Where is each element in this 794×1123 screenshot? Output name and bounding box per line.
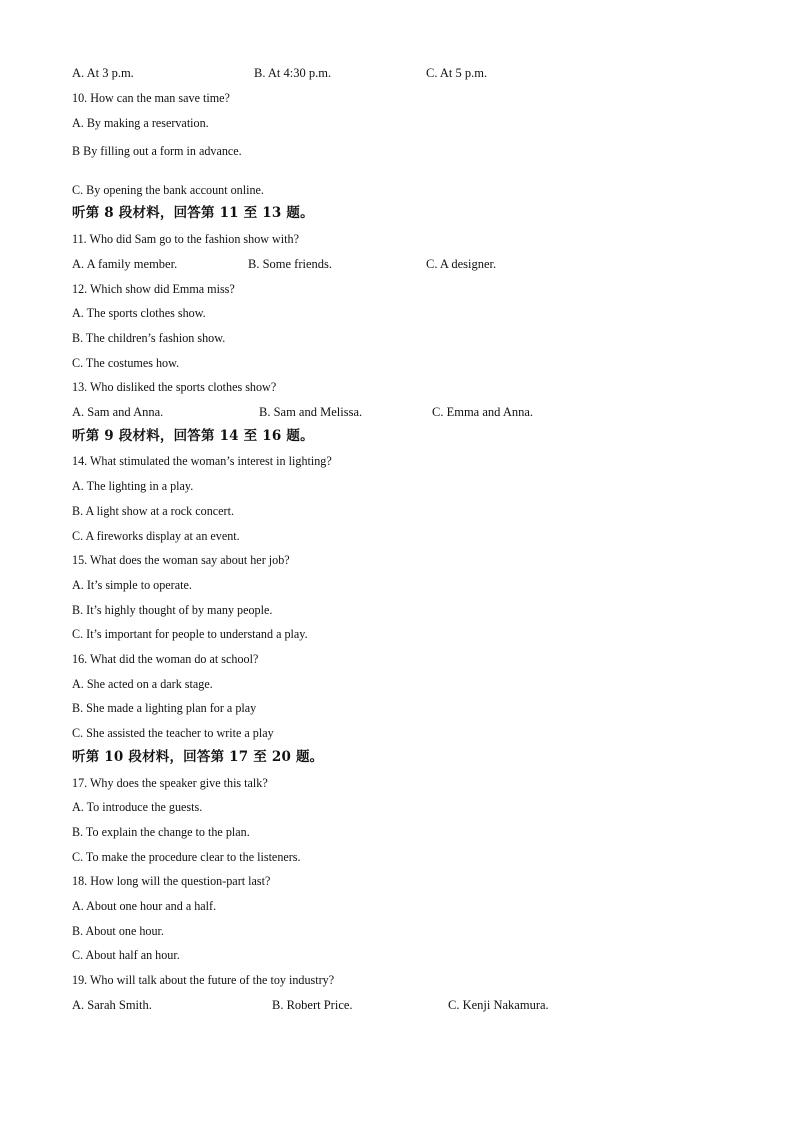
q13-option-a: A. Sam and Anna. [72, 405, 164, 419]
q13-question: 13. Who disliked the sports clothes show? [72, 380, 277, 394]
q15-question: 15. What does the woman say about her job? [72, 553, 290, 567]
q17-option-a: A. To introduce the guests. [72, 800, 203, 814]
q18-question: 18. How long will the question-part last? [72, 874, 271, 888]
q9-option-a: A. At 3 p.m. [72, 66, 134, 80]
section-8-heading: 听第 8 段材料，回答第 11 至 13 题。 [72, 205, 314, 221]
q12-option-b: B. The children’s fashion show. [72, 331, 226, 345]
q16-option-b: B. She made a lighting plan for a play [72, 701, 257, 715]
q15-option-b: B. It’s highly thought of by many people. [72, 603, 273, 617]
q16-option-c: C. She assisted the teacher to write a play [72, 726, 274, 740]
q14-option-c: C. A fireworks display at an event. [72, 529, 240, 543]
q17-option-b: B. To explain the change to the plan. [72, 825, 250, 839]
section-9-heading: 听第 9 段材料，回答第 14 至 16 题。 [72, 428, 314, 444]
q9-option-b: B. At 4:30 p.m. [254, 66, 332, 80]
q14-question: 14. What stimulated the woman’s interest in lighting? [72, 454, 332, 468]
q12-question: 12. Which show did Emma miss? [72, 282, 235, 296]
q10-option-b: B By filling out a form in advance. [72, 144, 242, 158]
q18-option-c: C. About half an hour. [72, 948, 180, 962]
q16-question: 16. What did the woman do at school? [72, 652, 259, 666]
q14-option-b: B. A light show at a rock concert. [72, 504, 234, 518]
q19-question: 19. Who will talk about the future of the toy industry? [72, 973, 335, 987]
q10-option-c: C. By opening the bank account online. [72, 183, 264, 197]
q11-option-a: A. A family member. [72, 257, 178, 271]
q10-option-a: A. By making a reservation. [72, 116, 209, 130]
q15-option-c: C. It’s important for people to understand a play. [72, 627, 308, 641]
q13-option-b: B. Sam and Melissa. [259, 405, 363, 419]
q19-option-c: C. Kenji Nakamura. [448, 998, 549, 1012]
q18-option-a: A. About one hour and a half. [72, 899, 217, 913]
q19-option-b: B. Robert Price. [272, 998, 353, 1012]
q14-option-a: A. The lighting in a play. [72, 479, 194, 493]
q11-option-c: C. A designer. [426, 257, 497, 271]
section-10-heading: 听第 10 段材料，回答第 17 至 20 题。 [72, 749, 324, 765]
q9-option-c: C. At 5 p.m. [426, 66, 488, 80]
q11-question: 11. Who did Sam go to the fashion show with? [72, 232, 299, 246]
q10-question: 10. How can the man save time? [72, 91, 230, 105]
q12-option-a: A. The sports clothes show. [72, 306, 206, 320]
q13-option-c: C. Emma and Anna. [432, 405, 534, 419]
q17-option-c: C. To make the procedure clear to the listeners. [72, 850, 301, 864]
q16-option-a: A. She acted on a dark stage. [72, 677, 213, 691]
q19-option-a: A. Sarah Smith. [72, 998, 152, 1012]
q15-option-a: A. It’s simple to operate. [72, 578, 192, 592]
q17-question: 17. Why does the speaker give this talk? [72, 776, 268, 790]
q11-option-b: B. Some friends. [248, 257, 333, 271]
q12-option-c: C. The costumes how. [72, 356, 180, 370]
q18-option-b: B. About one hour. [72, 924, 164, 938]
